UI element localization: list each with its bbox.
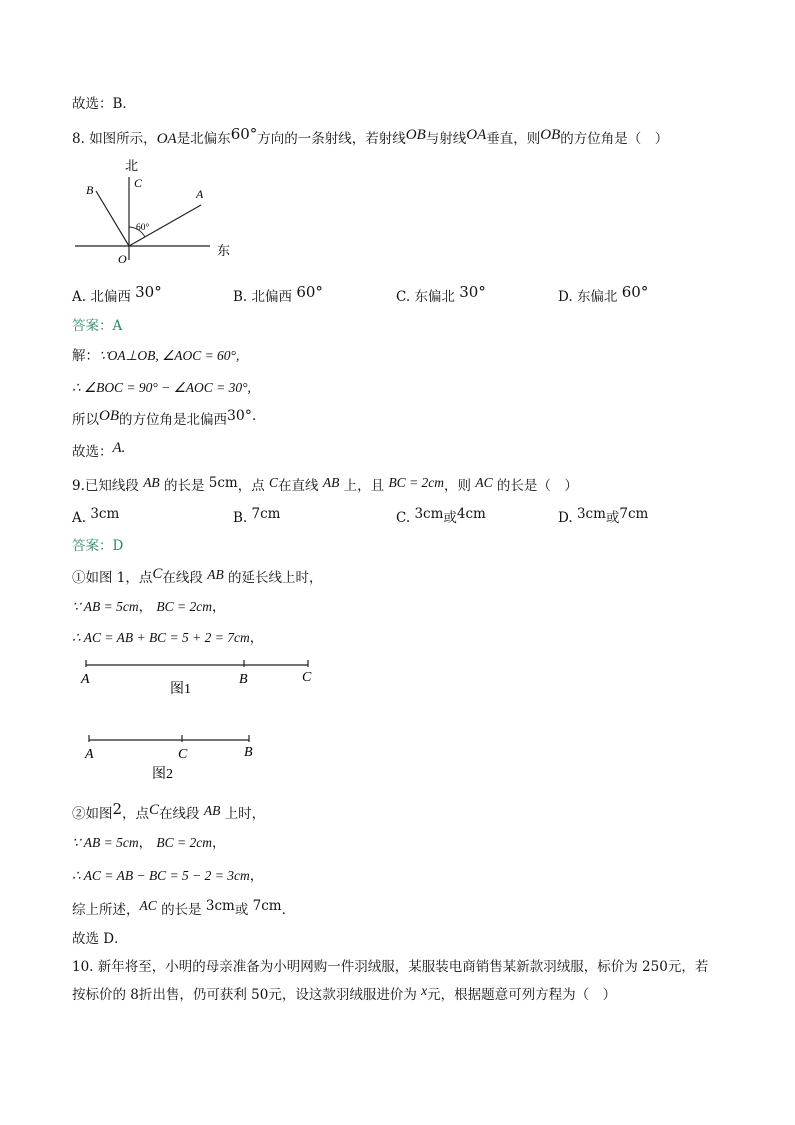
q9-text: 的长是（ ） — [496, 478, 578, 494]
q9-number: 9. — [72, 478, 85, 494]
punct: ， — [249, 630, 264, 646]
option-value: 60° — [621, 283, 649, 301]
case-text: 在线段 — [159, 806, 200, 822]
q9-case2-heading — [72, 800, 266, 824]
summary-text: 综上所述， — [72, 902, 140, 918]
punct: ． — [281, 902, 296, 918]
ray-ob-line — [96, 191, 129, 246]
prev-conclusion: 故选：B． — [72, 96, 136, 112]
figure-2-segment — [72, 730, 272, 785]
summary-text: 的长是 — [161, 902, 202, 918]
option-value: 4cm — [456, 506, 486, 522]
summary-value: 3cm — [205, 898, 235, 914]
option-value: 3cm — [90, 506, 120, 522]
q8-stem — [72, 125, 669, 149]
angle-label: 60° — [136, 223, 150, 233]
q8-solution-line1 — [72, 346, 239, 366]
given-bc: BC = 2cm — [156, 599, 212, 614]
label-a: A — [196, 187, 204, 201]
q10-text: 元，根据题意可列方程为（ ） — [427, 987, 617, 1003]
q9-option-c — [396, 508, 486, 528]
q8-number: 8. — [72, 131, 85, 147]
case-text: ②如图 — [72, 806, 113, 822]
segment-ac: AC — [139, 898, 157, 913]
figure-caption: 图1 — [170, 682, 191, 697]
option-key: A. — [72, 510, 87, 526]
q10-stem-line2 — [72, 985, 616, 1005]
punct: ， — [211, 835, 226, 851]
q9-conclusion: 故选 D． — [72, 931, 128, 947]
point-c: C — [149, 802, 160, 818]
label-c: C — [302, 670, 312, 685]
q8-solution-line2 — [72, 378, 251, 398]
q9-text: 已知线段 — [84, 478, 139, 494]
option-value: 3cm — [576, 506, 606, 522]
point-c: C — [269, 475, 279, 490]
q9-case1-heading — [72, 568, 323, 588]
option-or: 或 — [605, 510, 620, 526]
label-a: A — [81, 672, 90, 687]
q8-option-b — [233, 283, 323, 307]
q8-text: 方向的一条射线，若射线 — [257, 131, 406, 147]
q8-conclusion — [72, 442, 125, 462]
q9-case1-given — [72, 597, 225, 617]
conclusion-choice: A. — [112, 440, 126, 456]
q9-case1-result — [72, 628, 263, 648]
label-b: B — [239, 672, 248, 687]
option-key: B. — [233, 289, 248, 305]
conclusion-text: 故选： — [72, 444, 113, 460]
solution-math: ∵OA⊥OB, ∠AOC = 60°, — [99, 348, 240, 363]
label-b: B — [244, 745, 253, 760]
ray-oa: OA — [466, 127, 487, 143]
given-ab: ∵ AB = 5cm — [72, 835, 139, 850]
segment-ab: AB — [322, 475, 340, 490]
label-a: A — [85, 747, 94, 762]
q10-stem-line1: 10. 新年将至，小明的母亲准备为小明网购一件羽绒服，某服装电商销售某新款羽绒服，标价为 250元，若 — [72, 959, 709, 975]
punct: ， — [211, 599, 226, 615]
segment-ab: AB — [207, 567, 224, 582]
segment-ab: AB — [203, 803, 221, 818]
option-key: D. — [558, 289, 573, 305]
q9-option-a — [72, 508, 119, 528]
q8-text: 与射线 — [425, 131, 467, 147]
q8-option-c — [396, 283, 486, 307]
given-ab: ∵ AB = 5cm — [72, 599, 139, 614]
north-label: 北 — [125, 158, 139, 173]
solution-value: 30°. — [227, 408, 257, 424]
q8-answer: 答案：A — [72, 318, 123, 334]
variable-x: x — [421, 983, 428, 998]
punct: ， — [249, 868, 264, 884]
option-value: 7cm — [251, 506, 281, 522]
point-c: C — [152, 566, 163, 582]
value-5cm: 5cm — [208, 475, 238, 491]
given-bc: BC = 2cm — [156, 835, 212, 850]
option-text: 东偏北 — [414, 289, 455, 305]
option-value: 60° — [296, 283, 323, 301]
option-text: 北偏西 — [90, 289, 131, 305]
option-key: C. — [396, 289, 411, 305]
punct: ， — [138, 599, 153, 615]
option-key: D. — [558, 510, 573, 526]
q8-text: 的方位角是（ ） — [560, 131, 669, 147]
option-key: A. — [72, 289, 87, 305]
option-value: 3cm — [414, 506, 444, 522]
label-c: C — [134, 176, 143, 190]
case-text: 在线段 — [162, 570, 203, 586]
q9-text: ，则 — [444, 478, 472, 494]
q9-case2-given — [72, 833, 225, 853]
solution-text: 的方位角是北偏西 — [119, 412, 227, 428]
q9-stem — [72, 476, 578, 496]
solution-prefix: 解： — [72, 348, 99, 364]
q8-option-d — [558, 283, 649, 307]
angle-60: 60° — [230, 125, 258, 143]
option-key: C. — [396, 510, 411, 526]
summary-value: 7cm — [252, 898, 282, 914]
punct: ， — [138, 835, 153, 851]
solution-text: 所以 — [72, 412, 99, 428]
option-value: 7cm — [619, 506, 649, 522]
option-text: 东偏北 — [576, 289, 618, 305]
q9-text: ，点 — [237, 478, 265, 494]
result-equation: ∴ AC = AB + BC = 5 + 2 = 7cm — [72, 630, 250, 645]
case-text: ，点 — [122, 806, 150, 822]
q9-case2-result — [72, 866, 263, 886]
ray-ob: OB — [99, 408, 119, 424]
case-text: ①如图 1，点 — [72, 570, 153, 586]
label-b: B — [86, 183, 94, 197]
figure-1-segment — [72, 655, 322, 700]
option-text: 北偏西 — [251, 289, 293, 305]
summary-or: 或 — [234, 902, 249, 918]
q9-answer: 答案：D — [72, 538, 124, 554]
q8-text: 如图所示， — [89, 131, 157, 147]
q8-text: 是北偏东 — [176, 131, 231, 147]
solution-math: ∴ ∠BOC = 90° − ∠AOC = 30°, — [72, 380, 251, 395]
option-value: 30° — [459, 283, 486, 301]
q9-option-d — [558, 508, 648, 528]
bc-equation: BC = 2cm — [388, 475, 445, 490]
ray-oa: OA — [156, 131, 177, 147]
case-text: 的延长线上时， — [228, 570, 323, 586]
q8-text: 垂直，则 — [486, 131, 541, 147]
option-value: 30° — [135, 283, 162, 301]
q10-text: 按标价的 8折出售，仍可获利 50元，设这款羽绒服进价为 — [72, 987, 417, 1003]
label-o: O — [118, 252, 127, 266]
result-equation: ∴ AC = AB − BC = 5 − 2 = 3cm — [72, 868, 250, 883]
label-c: C — [178, 747, 188, 762]
q9-text: 在直线 — [278, 478, 319, 494]
option-key: B. — [233, 510, 248, 526]
case-text: 上时， — [224, 806, 266, 822]
q8-solution-line3 — [72, 410, 256, 430]
figure-number: 2 — [112, 800, 123, 818]
q9-summary — [72, 900, 295, 920]
ray-ob: OB — [540, 127, 561, 143]
q8-option-a — [72, 283, 162, 307]
q9-text: 上，且 — [343, 478, 385, 494]
option-or: 或 — [443, 510, 457, 526]
segment-ab: AB — [143, 475, 160, 490]
q9-option-b — [233, 508, 280, 528]
figure-caption: 图2 — [152, 767, 173, 782]
q9-text: 的长是 — [163, 478, 205, 494]
segment-ac: AC — [475, 475, 493, 490]
ray-ob: OB — [405, 127, 426, 143]
east-label: 东 — [217, 243, 231, 258]
q8-compass-figure — [70, 155, 240, 270]
